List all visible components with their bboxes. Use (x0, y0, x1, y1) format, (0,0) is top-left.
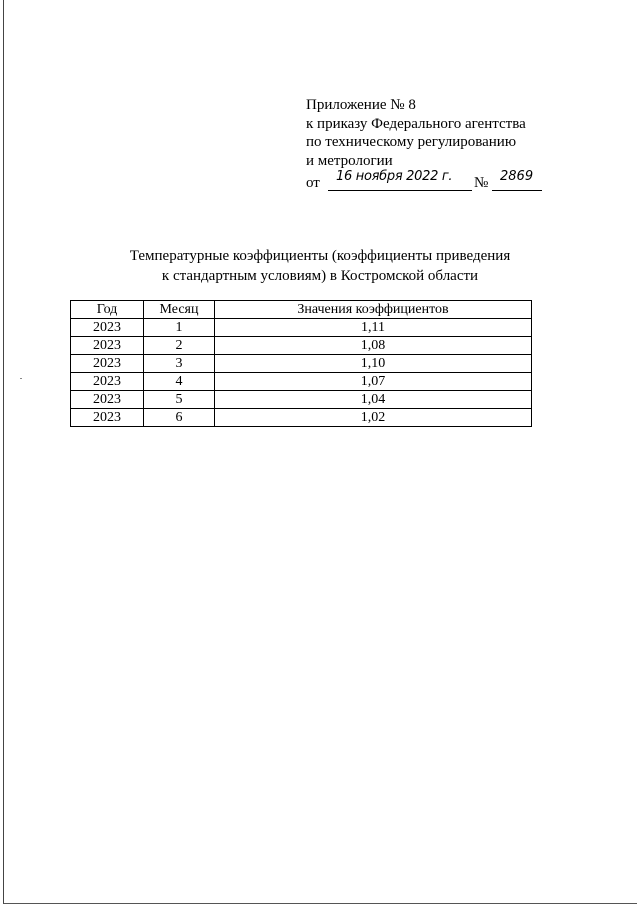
cell-month: 2 (144, 337, 215, 355)
header-month: Месяц (144, 301, 215, 319)
cell-month: 4 (144, 373, 215, 391)
cell-month: 3 (144, 355, 215, 373)
cell-year: 2023 (71, 373, 144, 391)
cell-month: 5 (144, 391, 215, 409)
header-year: Год (71, 301, 144, 319)
cell-coefficient: 1,11 (215, 319, 532, 337)
scan-artifact (20, 378, 22, 379)
coefficients-table (70, 300, 532, 427)
cell-month: 6 (144, 409, 215, 427)
cell-year: 2023 (71, 391, 144, 409)
cell-year: 2023 (71, 409, 144, 427)
table-row (71, 355, 532, 373)
cell-coefficient: 1,07 (215, 373, 532, 391)
document-title (0, 246, 640, 286)
header-coefficient-values: Значения коэффициентов (215, 301, 532, 319)
number-prefix: № (474, 175, 489, 191)
date-underline (328, 169, 472, 191)
number-underline (492, 169, 542, 191)
cell-year: 2023 (71, 337, 144, 355)
appendix-order-line: к приказу Федерального агентства (306, 115, 526, 132)
appendix-number: Приложение № 8 (306, 97, 416, 113)
order-date-number-row (306, 169, 534, 194)
cell-year: 2023 (71, 319, 144, 337)
table-row (71, 319, 532, 337)
table-row (71, 391, 532, 409)
cell-year: 2023 (71, 355, 144, 373)
cell-month: 1 (144, 319, 215, 337)
cell-coefficient: 1,10 (215, 355, 532, 373)
table-row (71, 409, 532, 427)
handwritten-order-number: 2869 (500, 169, 534, 184)
table-row (71, 337, 532, 355)
appendix-agency-line: по техническому регулированию (306, 134, 517, 150)
title-line-1: Температурные коэффициенты (коэффициенты приведения (129, 248, 511, 264)
cell-coefficient: 1,08 (215, 337, 532, 355)
cell-coefficient: 1,04 (215, 391, 532, 409)
title-line-2: к стандартным условиям) в Костромской области (161, 268, 479, 284)
appendix-metrology-line: и метрологии (306, 152, 393, 169)
cell-coefficient: 1,02 (215, 409, 532, 427)
table-header-row (71, 301, 532, 319)
date-prefix: от (306, 175, 320, 191)
table-row (71, 373, 532, 391)
appendix-header (306, 96, 534, 194)
handwritten-date: 16 ноября 2022 г. (336, 169, 453, 184)
